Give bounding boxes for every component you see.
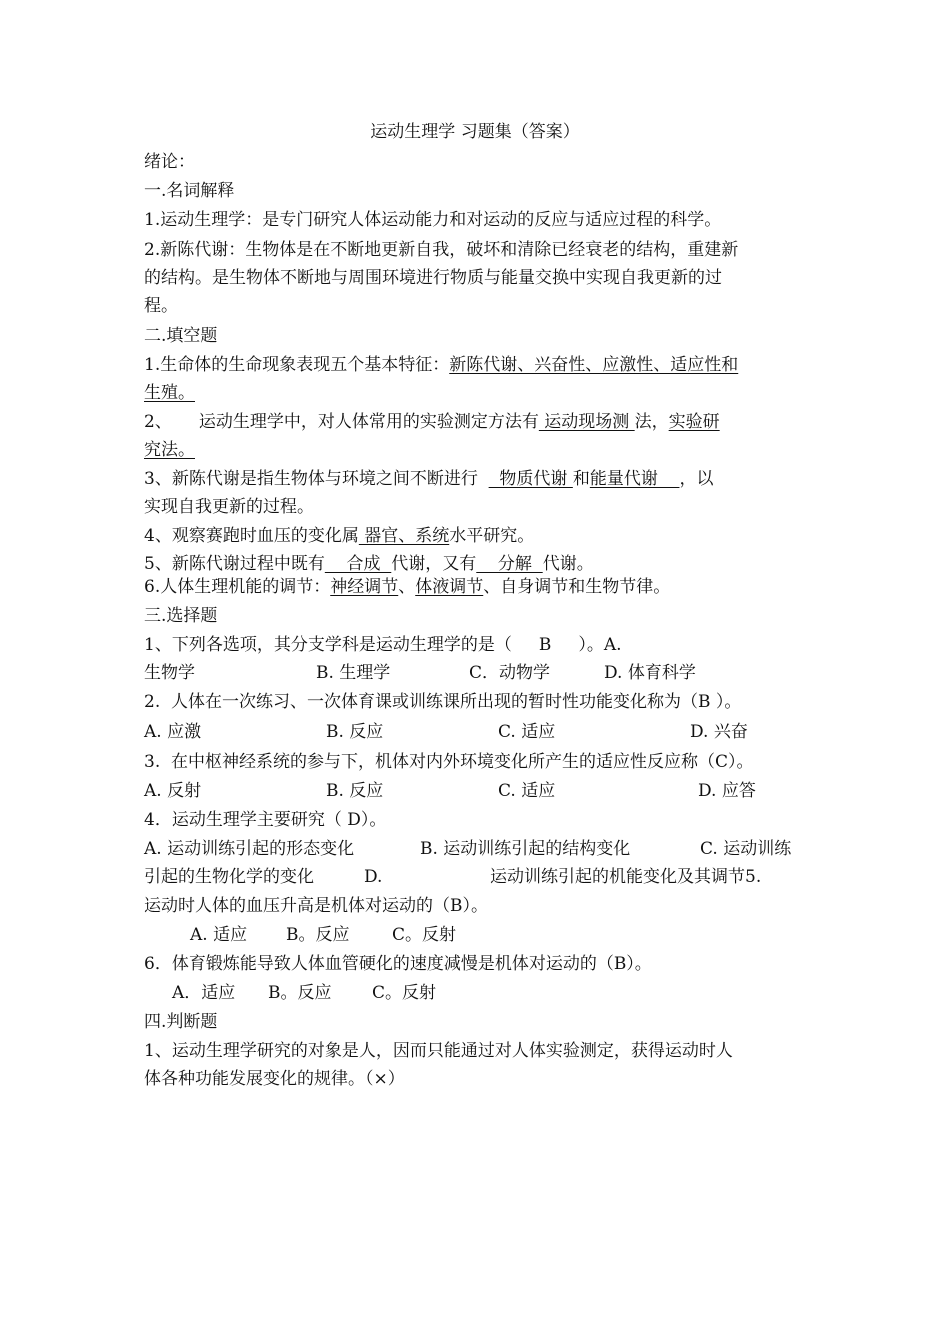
choice-6-option-b: B。反应: [268, 983, 332, 1003]
intro-label: 绪论：: [144, 152, 195, 172]
choice-question-3: 3. 在中枢神经系统的参与下，机体对内外环境变化所产生的适应性反应称（C）。: [144, 752, 754, 772]
fill-1-answer-cont: 生殖。: [144, 383, 195, 403]
fill-3-answer-2: 能量代谢: [589, 469, 680, 489]
fill-question-1-cont: [144, 382, 814, 404]
fill-4-text: 4、观察赛跑时血压的变化属: [144, 526, 359, 546]
fill-4-post: 水平研究。: [449, 526, 535, 546]
choice-4-option-a: A. 运动训练引起的形态变化: [144, 839, 355, 859]
choice-question-1: 1、下列各选项，其分支学科是运动生理学的是（ B ）。A.: [144, 635, 622, 655]
fill-6-answer-1: 神经调节: [330, 577, 399, 597]
definition-2-line-3: 程。: [144, 296, 178, 316]
judgement-1-line-2: 体各种功能发展变化的规律。（×）: [144, 1069, 405, 1089]
choice-5-option-b: B。反应: [286, 925, 350, 945]
document-title: 运动生理学 习题集（答案）: [370, 122, 580, 142]
choice-4-option-d: 运动训练引起的机能变化及其调节5.: [490, 867, 762, 887]
choice-1-option-d: D. 体育科学: [604, 663, 696, 683]
choice-3-option-a: A. 反射: [144, 781, 202, 801]
choice-question-2: 2. 人体在一次练习、一次体育课或训练课所出现的暂时性功能变化称为（B ）。: [144, 692, 742, 712]
fill-5-post: 代谢。: [542, 554, 594, 574]
section-heading-choice: 三.选择题: [144, 606, 218, 626]
fill-question-1: [144, 354, 814, 376]
fill-4-answer: 器官、系统: [358, 526, 450, 546]
fill-3-post: ，以: [679, 469, 714, 489]
fill-question-3: [144, 468, 814, 490]
fill-question-2: [144, 411, 814, 433]
choice-1-option-a: 生物学: [144, 663, 195, 683]
choice-question-5: 运动时人体的血压升高是机体对运动的（B）。: [144, 896, 488, 916]
fill-2-answer-1: 运动现场测: [538, 412, 635, 432]
choice-3-option-d: D. 应答: [698, 781, 756, 801]
choice-1-option-b: B. 生理学: [316, 663, 391, 683]
choice-5-option-a: A. 适应: [190, 925, 248, 945]
fill-6-sep: 、: [398, 577, 416, 597]
choice-2-option-a: A. 应激: [144, 722, 202, 742]
section-heading-fill-blank: 二.填空题: [144, 326, 218, 346]
choice-4-option-c: C. 运动训练: [700, 839, 792, 859]
fill-5-answer-1: 合成: [324, 554, 392, 574]
choice-3-option-b: B. 反应: [326, 781, 384, 801]
choice-5-option-c: C。反射: [392, 925, 457, 945]
fill-6-answer-2: 体液调节: [415, 577, 484, 597]
choice-question-4: 4．运动生理学主要研究（ D）。: [144, 810, 387, 830]
section-heading-judgement: 四.判断题: [144, 1012, 218, 1032]
choice-4-option-d-label: D.: [364, 867, 383, 887]
fill-5-answer-2: 分解: [476, 554, 543, 574]
fill-5-mid: 代谢，又有: [391, 554, 477, 574]
fill-1-answer: 新陈代谢、兴奋性、应激性、适应性和: [449, 355, 739, 375]
fill-question-4: [144, 525, 814, 547]
definition-2-line-2: 的结构。是生物体不断地与周围环境进行物质与能量交换中实现自我更新的过: [144, 268, 722, 288]
choice-4-option-c-cont: 引起的生物化学的变化: [144, 867, 314, 887]
fill-3-text: 3、新陈代谢是指生物体与环境之间不断进行: [144, 469, 489, 489]
fill-2-answer-2: 实验研: [668, 412, 720, 432]
fill-3-answer-1: 物质代谢: [488, 469, 573, 489]
choice-2-option-d: D. 兴奋: [690, 722, 748, 742]
fill-2-mid: 法，: [634, 412, 669, 432]
fill-1-text: 1.生命体的生命现象表现五个基本特征：: [144, 355, 450, 375]
choice-6-option-a: A．适应: [172, 983, 236, 1003]
choice-3-option-c: C. 适应: [498, 781, 556, 801]
choice-6-option-c: C。反射: [372, 983, 437, 1003]
choice-1-option-c: C．动物学: [469, 663, 551, 683]
fill-2-text: 2、 运动生理学中，对人体常用的实验测定方法有: [144, 412, 539, 432]
fill-2-answer-2-cont: 究法。: [144, 440, 195, 460]
choice-question-6: 6．体育锻炼能导致人体血管硬化的速度减慢是机体对运动的（B）。: [144, 954, 652, 974]
fill-question-2-cont: [144, 439, 814, 461]
choice-4-option-b: B. 运动训练引起的结构变化: [420, 839, 631, 859]
definition-1: 1.运动生理学：是专门研究人体运动能力和对运动的反应与适应过程的科学。: [144, 210, 722, 230]
fill-6-text: 6.人体生理机能的调节：: [144, 577, 331, 597]
fill-question-6: [144, 576, 814, 598]
fill-question-3-cont: 实现自我更新的过程。: [144, 497, 314, 517]
choice-2-option-b: B. 反应: [326, 722, 384, 742]
definition-2-line-1: 2.新陈代谢：生物体是在不断地更新自我，破坏和清除已经衰老的结构，重建新: [144, 240, 739, 260]
fill-6-post: 、自身调节和生物节律。: [483, 577, 671, 597]
fill-question-5: [144, 553, 814, 575]
fill-5-text: 5、新陈代谢过程中既有: [144, 554, 325, 574]
judgement-1-line-1: 1、运动生理学研究的对象是人，因而只能通过对人体实验测定，获得运动时人: [144, 1041, 733, 1061]
section-heading-definitions: 一.名词解释: [144, 181, 235, 201]
fill-3-mid: 和: [572, 469, 590, 489]
choice-2-option-c: C. 适应: [498, 722, 556, 742]
